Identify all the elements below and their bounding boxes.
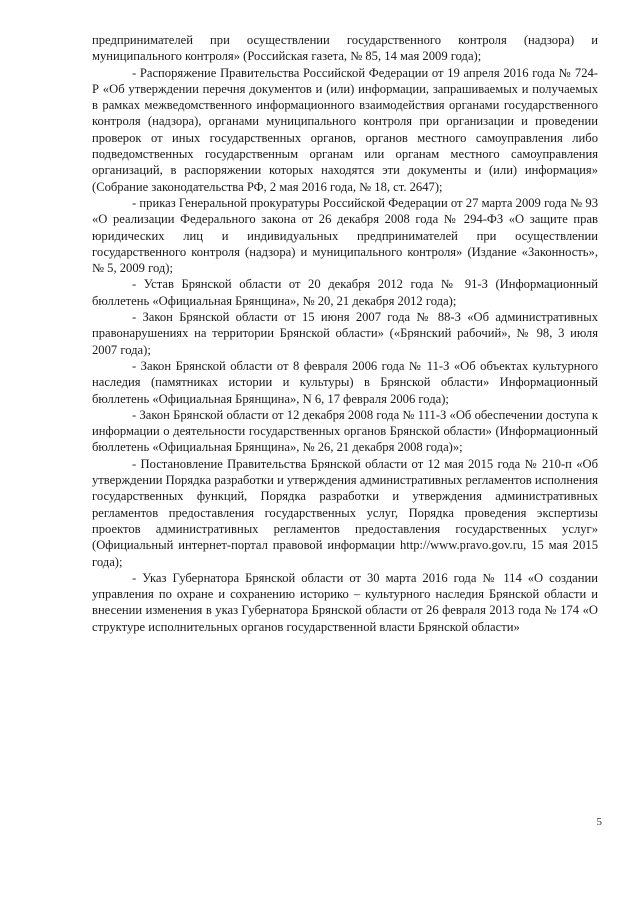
paragraph-prosecutor-order-93: - приказ Генеральной прокуратуры Российской Федерации от 27 марта 2009 года № 93 «О реализации Федерального закона от 26 декабря 2008 года № 294-ФЗ «О защите прав юридических лиц и индивидуальных предпринимателей при осуществлении государственного контроля (надзора) и муниципального контроля» (Издание «Законность», № 5, 2009 год); <box>92 195 598 276</box>
paragraph-decree-114: - Указ Губернатора Брянской области от 30 марта 2016 года № 114 «О создании управления по охране и сохранению историко – культурного наследия Брянской области и внесении изменения в указ Губернатора Брянской области от 26 февраля 2013 года № 174 «О структуре исполнительных органов государственной власти Брянской области» <box>92 570 598 634</box>
paragraph-bryansk-charter: - Устав Брянской области от 20 декабря 2012 года № 91-З (Информационный бюллетень «Официальная Брянщина», № 20, 21 декабря 2012 года); <box>92 277 598 308</box>
paragraph-law-11: - Закон Брянской области от 8 февраля 2006 года № 11-З «Об объектах культурного наследия (памятниках истории и культуры) в Брянской области» Информационный бюллетень «Официальная Брянщина», N 6, 17 февраля 2006 года); <box>92 358 598 406</box>
paragraph-law-88: - Закон Брянской области от 15 июня 2007 года № 88-З «Об административных правонарушениях на территории Брянской области» («Брянский рабочий», № 98, 3 июля 2007 года); <box>92 310 598 357</box>
document-body <box>92 32 598 635</box>
paragraph-law-111: - Закон Брянской области от 12 декабря 2008 года № 111-З «Об обеспечении доступа к информации о деятельности государственных органов Брянской области» (Информационный бюллетень «Официальная Брянщина», № 26, 21 декабря 2008 года)»; <box>92 407 598 455</box>
paragraph-continuation: предпринимателей при осуществлении государственного контроля (надзора) и муниципального контроля» (Российская газета, № 85, 14 мая 2009 года); <box>92 33 598 64</box>
paragraph-resolution-210: - Постановление Правительства Брянской области от 12 мая 2015 года № 210-п «Об утверждении Порядка разработки и утверждения административных регламентов исполнения государственных функций, Порядка разработки и утверждения административных регламентов предоставления государственных услуг, Порядка проведения экспертизы проектов административных регламентов предоставления государственных услуг» (Официальный интернет-портал правовой информации http://www.pravo.gov.ru, 15 мая 2015 года); <box>92 456 598 569</box>
paragraph-government-order-724: - Распоряжение Правительства Российской Федерации от 19 апреля 2016 года № 724-Р «Об утверждении перечня документов и (или) информации, запрашиваемых и получаемых в рамках межведомственного информационного взаимодействия органами государственного контроля (надзора), органами муниципального контроля при организации и проведении проверок от иных государственных органов, органов местного самоуправления либо подведомственных государственным органам или органам местного самоуправления организаций, в распоряжении которых находятся эти документы и (или) информация» (Собрание законодательства РФ, 2 мая 2016 года, № 18, ст. 2647); <box>92 65 598 194</box>
page-number: 5 <box>596 816 602 828</box>
